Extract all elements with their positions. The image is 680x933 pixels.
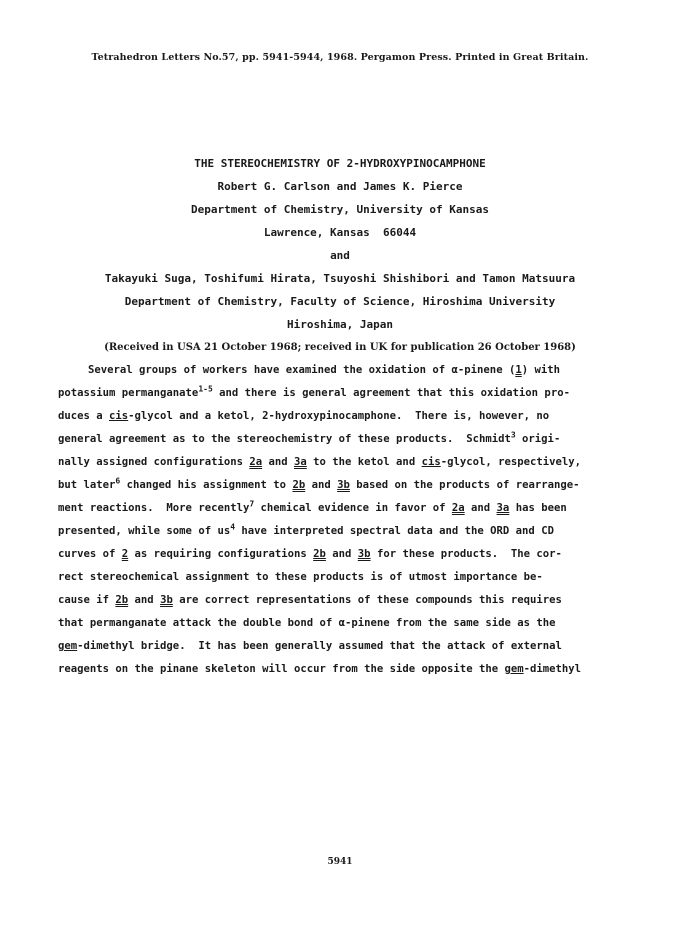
italic-term: gem	[504, 663, 524, 675]
compound-ref: 2a	[451, 502, 465, 514]
compound-ref: 2a	[249, 456, 263, 468]
italic-term: cis	[421, 456, 441, 468]
body-line: ment reactions. More recently$^7$ chemical evidence in favor of 2a and 3a has been	[58, 499, 567, 514]
italic-term: cis	[109, 410, 129, 422]
compound-ref: 3a	[496, 502, 510, 514]
body-line: rect stereochemical assignment to these products is of utmost importance be-	[58, 571, 543, 583]
body-line: general agreement as to the stereochemistry of these products. Schmidt$^3$ origi-	[58, 430, 561, 445]
italic-term: gem	[58, 640, 78, 652]
body-line: cause if 2b and 3b are correct representations of these compounds this requires	[58, 594, 562, 606]
compound-ref: 2	[121, 548, 129, 560]
affiliation-hiroshima: Department of Chemistry, Faculty of Science, Hiroshima University	[124, 295, 556, 308]
body-line: but later$^6$ changed his assignment to 2b and 3b based on the products of rearrange-	[58, 476, 580, 491]
and-separator: and	[330, 249, 350, 262]
journal-citation-header: Tetrahedron Letters No.57, pp. 5941-5944, 1968. Pergamon Press. Printed in Great Britain.	[91, 52, 589, 63]
received-dates: (Received in USA 21 October 1968; received in UK for publication 26 October 1968)	[104, 342, 576, 353]
body-line: gem-dimethyl bridge. It has been generally assumed that the attack of external	[58, 640, 562, 652]
compound-ref: 3b	[160, 594, 173, 606]
authors-hiroshima: Takayuki Suga, Toshifumi Hirata, Tsuyoshi Shishibori and Tamon Matsuura	[104, 272, 576, 285]
body-line: that permanganate attack the double bond of α-pinene from the same side as the	[58, 617, 556, 629]
compound-ref: 2b	[313, 548, 326, 560]
body-line: potassium permanganate$^{1-5}$ and there is general agreement that this oxidation pro-	[58, 384, 570, 399]
citation-sup: 1-5	[198, 384, 213, 394]
body-line: duces a cis-glycol and a ketol, 2-hydroxypinocamphone. There is, however, no	[58, 410, 550, 422]
body-line: Several groups of workers have examined the oxidation of α-pinene (1) with	[88, 364, 560, 376]
citation-sup: 6	[115, 476, 121, 486]
article-title: THE STEREOCHEMISTRY OF 2-HYDROXYPINOCAMPHONE	[194, 157, 486, 170]
body-line: presented, while some of $us^4$ have interpreted spectral data and the ORD and CD	[58, 522, 554, 537]
compound-ref: 2b	[292, 479, 306, 491]
citation-sup: 3	[510, 430, 516, 440]
affiliation-kansas: Department of Chemistry, University of Kansas	[190, 203, 489, 216]
location-hiroshima: Hiroshima, Japan	[287, 318, 393, 331]
compound-ref: 2b	[115, 594, 129, 606]
body-line: curves of 2 as requiring configurations 2b and 3b for these products. The cor-	[58, 548, 562, 560]
page-number: 5941	[327, 857, 353, 867]
body-line: nally assigned configurations 2a and 3a to the ketol and cis-glycol, respectively,	[58, 456, 582, 468]
citation-sup: 7	[249, 499, 255, 509]
compound-ref: 3b	[357, 548, 371, 560]
authors-kansas: Robert G. Carlson and James K. Pierce	[217, 180, 463, 193]
compound-ref: 3a	[294, 456, 307, 468]
location-kansas: Lawrence, Kansas 66044	[263, 226, 417, 239]
compound-ref: 3b	[337, 479, 350, 491]
citation-sup: 4	[230, 522, 236, 532]
compound-ref: 1	[515, 364, 522, 376]
body-line: reagents on the pinane skeleton will occur from the side opposite the gem-dimethyl	[58, 663, 582, 675]
